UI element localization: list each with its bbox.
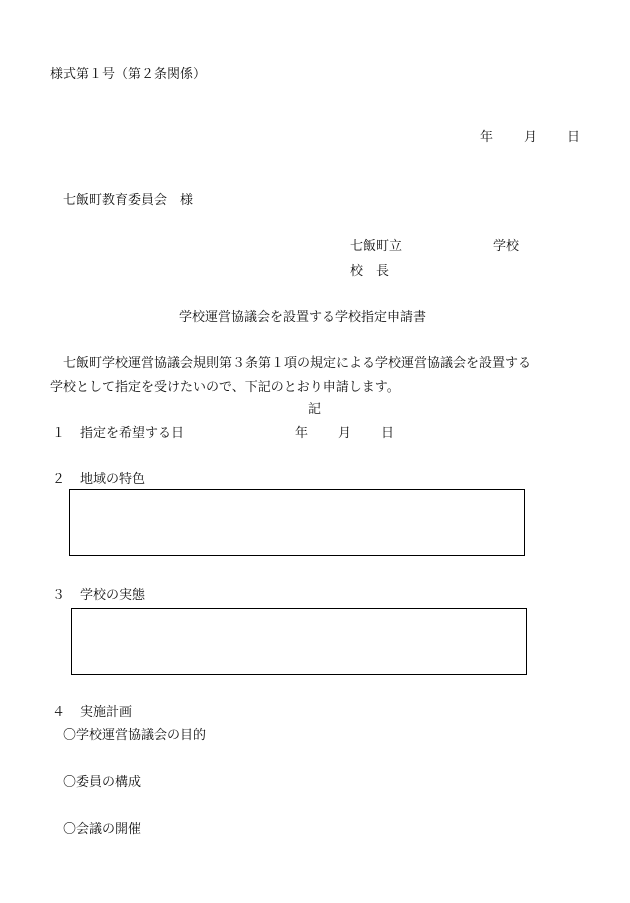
- section-number: ４: [52, 705, 66, 720]
- ki-marker: 記: [308, 402, 322, 417]
- sender-town: 七飯町立: [350, 239, 403, 254]
- plan-item-purpose: 〇学校運営協議会の目的: [63, 728, 207, 743]
- school-status-box[interactable]: [71, 608, 527, 675]
- section-label: 学校の実態: [80, 588, 146, 603]
- form-number: 様式第１号（第２条関係）: [50, 67, 207, 82]
- section-number: ２: [52, 472, 66, 487]
- date-month: 月: [524, 130, 538, 145]
- body-line-1: 七飯町学校運営協議会規則第３条第１項の規定による学校運営協議会を設置する: [63, 356, 532, 371]
- section-number: １: [52, 426, 66, 441]
- regional-features-box[interactable]: [69, 489, 525, 556]
- desired-day: 日: [381, 426, 395, 441]
- desired-year: 年: [295, 426, 309, 441]
- date-year: 年: [480, 130, 494, 145]
- sender-school: 学校: [493, 239, 520, 254]
- body-line-2: 学校として指定を受けたいので、下記のとおり申請します。: [50, 380, 400, 395]
- plan-item-meetings: 〇会議の開催: [63, 822, 142, 837]
- addressee: 七飯町教育委員会 様: [63, 193, 194, 208]
- section-label: 指定を希望する日: [80, 426, 185, 441]
- document-title: 学校運営協議会を設置する学校指定申請書: [179, 310, 427, 325]
- desired-month: 月: [338, 426, 352, 441]
- sender-principal: 校 長: [350, 264, 390, 279]
- date-day: 日: [567, 130, 581, 145]
- plan-item-members: 〇委員の構成: [63, 775, 142, 790]
- section-label: 実施計画: [80, 705, 133, 720]
- section-label: 地域の特色: [80, 472, 146, 487]
- section-number: ３: [52, 588, 66, 603]
